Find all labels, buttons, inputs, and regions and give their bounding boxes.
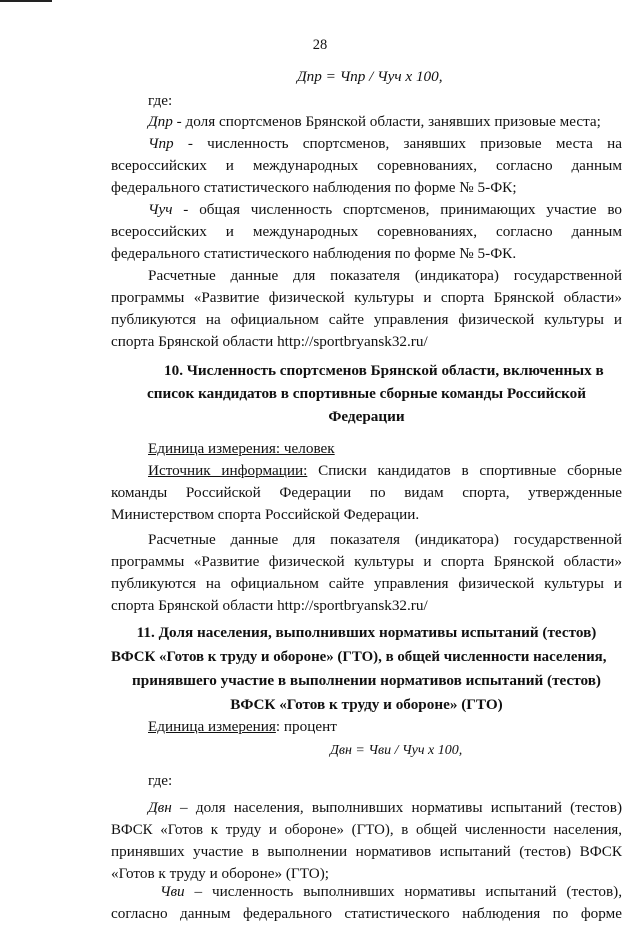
dvn-term: Двн	[148, 799, 172, 816]
chvi-text-1: – численность выполнивших нормативы испытаний (тестов),	[184, 883, 622, 900]
section11-heading-2: ВФСК «Готов к труду и обороне» (ГТО), в общей численности населения,	[111, 649, 607, 665]
chuch-line-1	[148, 199, 622, 221]
calc2-line-3: публикуются на официальном сайте управления физической культуры и	[111, 575, 622, 592]
section10-heading-3: Федерации	[328, 408, 405, 425]
section10-unit: Единица измерения: человек	[148, 440, 335, 457]
section10-source-label: Источник информации:	[148, 462, 308, 479]
calc1-line-2: программы «Развитие физической культуры и спорта Брянской области»	[111, 289, 622, 306]
dvn-line-1	[148, 797, 622, 819]
where-label-1: где:	[148, 92, 173, 109]
where-label-2: где:	[148, 772, 173, 789]
calc2-line-4: спорта Брянской области http://sportbryansk32.ru/	[111, 597, 428, 614]
dvn-line-2: ВФСК «Готов к труду и обороне» (ГТО), в общей численности населения,	[111, 822, 622, 838]
chpr-term: Чпр	[148, 135, 174, 152]
chpr-line-1	[148, 133, 622, 155]
chpr-line-3: федерального статистического наблюдения по форме № 5-ФК;	[111, 179, 517, 196]
section11-unit	[148, 716, 337, 738]
section10-source-line-1	[148, 460, 622, 482]
page-number: 28	[312, 37, 328, 53]
chuch-text-1: - общая численность спортсменов, принимающих участие во	[172, 201, 622, 218]
dvn-line-4: «Готов к труду и обороне» (ГТО);	[111, 865, 330, 882]
section10-source-text-1: Списки кандидатов в спортивные сборные	[307, 462, 622, 479]
dpr-text: - доля спортсменов Брянской области, занявших призовые места;	[172, 113, 601, 130]
section11-heading-4: ВФСК «Готов к труду и обороне» (ГТО)	[230, 696, 503, 713]
section11-heading-1: 11. Доля населения, выполнивших нормативы испытаний (тестов)	[136, 624, 597, 641]
section10-heading-1: 10. Численность спортсменов Брянской области, включенных в	[164, 362, 604, 379]
section10-heading-2: список кандидатов в спортивные сборные команды Российской	[146, 385, 587, 402]
calc1-line-3: публикуются на официальном сайте управления физической культуры и	[111, 311, 622, 328]
section11-unit-value: : процент	[275, 718, 337, 735]
chuch-term: Чуч	[148, 201, 173, 218]
calc2-line-2: программы «Развитие физической культуры и спорта Брянской области»	[111, 553, 622, 570]
chpr-line-2: всероссийских и международных соревнованиях, согласно данным	[111, 157, 622, 174]
dvn-line-3: принявших участие в выполнении нормативов испытаний (тестов) ВФСК	[111, 843, 622, 860]
dpr-term: Дпр	[148, 113, 173, 130]
calc1-line-1: Расчетные данные для показателя (индикатора) государственной	[148, 267, 622, 284]
calc1-line-4: спорта Брянской области http://sportbryansk32.ru/	[111, 333, 428, 350]
chvi-line-2: согласно данным федерального статистического наблюдения по форме	[111, 905, 622, 922]
scan-edge-line	[0, 0, 52, 2]
chvi-term: Чви	[160, 883, 185, 900]
chuch-line-3: федерального статистического наблюдения по форме № 5-ФК.	[111, 245, 517, 262]
formula-dvn: Двн = Чви / Чуч х 100,	[330, 743, 463, 758]
section10-source-line-3: Министерством спорта Российской Федерации.	[111, 506, 420, 523]
section11-unit-label: Единица измерения	[148, 718, 276, 735]
section10-source-line-2: команды Российской Федерации по видам спорта, утвержденные	[111, 484, 622, 501]
calc2-line-1: Расчетные данные для показателя (индикатора) государственной	[148, 531, 622, 548]
chvi-line-1	[160, 881, 622, 903]
chuch-line-2: всероссийских и международных соревнованиях, согласно данным	[111, 223, 622, 240]
section11-heading-3: принявшего участие в выполнении нормативов испытаний (тестов)	[132, 672, 601, 689]
chpr-text-1: - численность спортсменов, занявших призовые места на	[173, 135, 622, 152]
dvn-text-1: – доля населения, выполнивших нормативы испытаний (тестов)	[171, 799, 622, 816]
dpr-definition	[148, 111, 601, 133]
formula-dpr: Дпр = Чпр / Чуч х 100,	[297, 68, 443, 85]
